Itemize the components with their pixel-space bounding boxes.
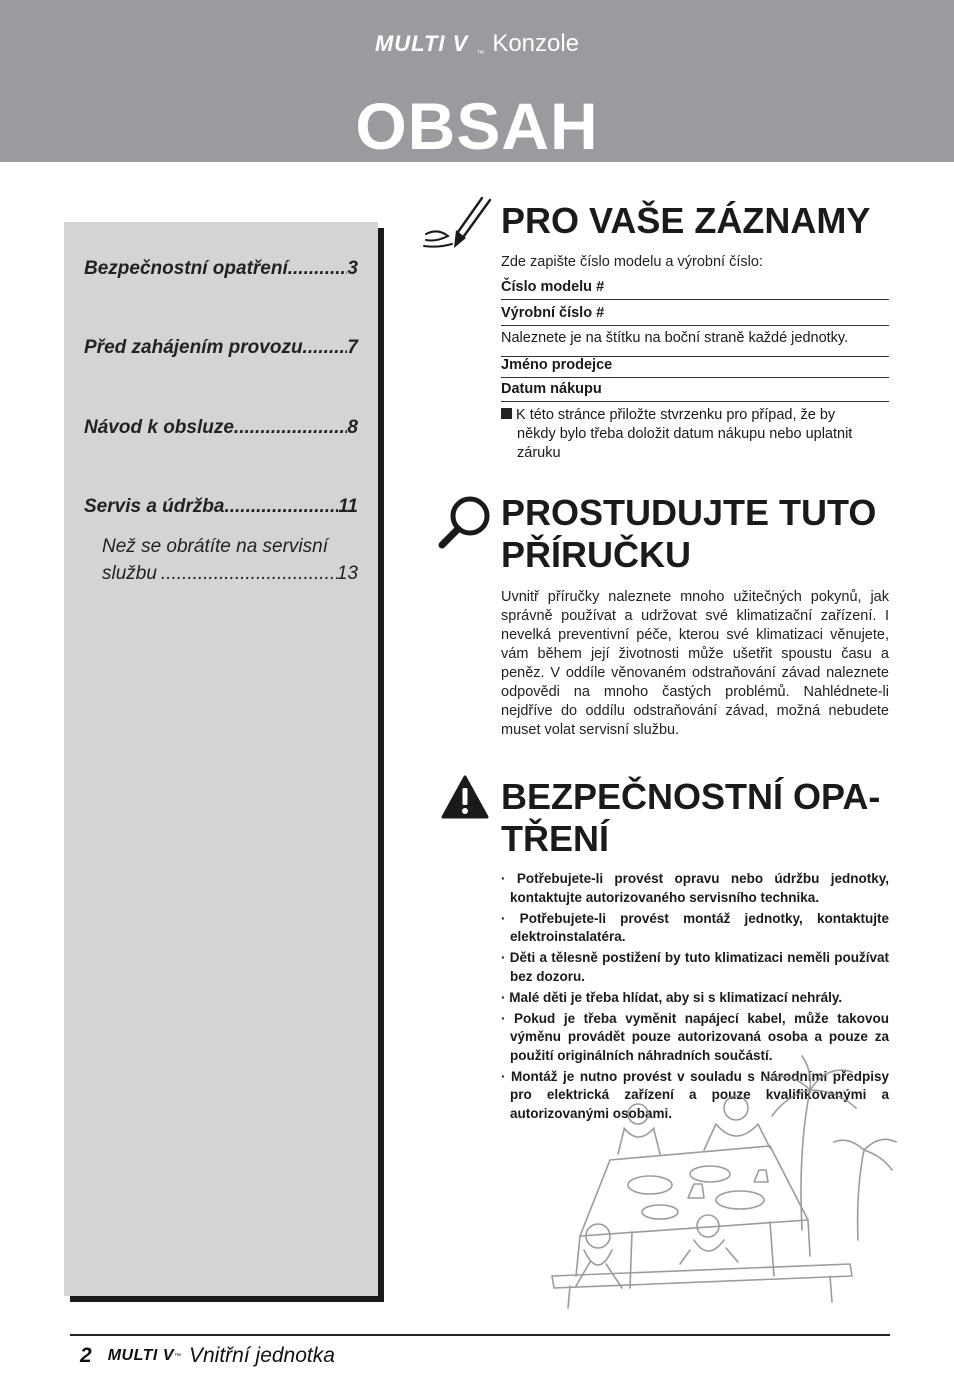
study-title-line1: PROSTUDUJTE TUTO xyxy=(501,492,877,533)
list-item: · Montáž je nutno provést v souladu s Národními předpisy pro elektrická zařízení a pouze kvalifikovanými a autorizovanými osobami. xyxy=(501,1068,889,1121)
safety-title xyxy=(501,776,891,860)
records-intro: Zde zapište číslo modelu a výrobní číslo: xyxy=(501,254,763,270)
study-paragraph: Uvnitř příručky naleznete mnoho užitečných pokynů, jak správně používat a udržovat své klimatizační zařízení. I nevelká preventivní péče, kterou své klimatizaci věnujete, vám během její životnosti může ušetřit spoustu času a peněz. V oddíle věnovaném odstraňování závad naleznete odpovědi na mnoho častých problémů. Nahlédnete-li nejdříve do oddílu odstraňování závad, možná nebudete muset volat servisní službu. xyxy=(501,589,889,738)
footer-multi-v-logo: MULTI V xyxy=(107,1347,174,1364)
toc-item-page: 11 xyxy=(338,496,358,517)
brand-suffix: Konzole xyxy=(492,30,580,57)
records-bullet-line2: někdy bylo třeba doložit datum nákupu nebo uplatnit xyxy=(517,426,853,442)
footer-rule xyxy=(70,1334,890,1336)
warning-icon xyxy=(440,774,490,820)
toc-subitem-page: 13 xyxy=(336,563,358,584)
toc-item-safety[interactable] xyxy=(84,258,358,280)
list-item: · Malé děti je třeba hlídat, aby si s klimatizací nehrály. xyxy=(501,989,843,1005)
table-of-contents xyxy=(64,222,378,1296)
safety-title-line2: TŘENÍ xyxy=(501,818,609,859)
page-footer xyxy=(80,1344,335,1368)
records-bullet xyxy=(501,406,889,463)
toc-item-label: Před zahájením provozu xyxy=(84,337,303,358)
toc-leader-dots xyxy=(157,560,337,587)
multi-v-logo: MULTI V xyxy=(374,31,469,56)
study-title xyxy=(501,492,891,576)
records-title: PRO VAŠE ZÁZNAMY xyxy=(501,200,871,241)
serial-number-label: Výrobní číslo # xyxy=(501,305,605,321)
model-number-field[interactable] xyxy=(501,279,889,300)
toc-subitem-line2: službu xyxy=(102,563,157,584)
toc-item-service[interactable] xyxy=(84,496,358,518)
toc-subitem-troubleshooting[interactable] xyxy=(102,533,358,587)
toc-item-page: 8 xyxy=(347,417,358,438)
toc-item-page: 3 xyxy=(347,258,358,279)
footer-trademark-mark: ™ xyxy=(174,1352,181,1360)
toc-leader-dots xyxy=(234,417,348,439)
model-number-label: Číslo modelu # xyxy=(501,279,605,295)
pen-icon xyxy=(420,196,496,254)
toc-leader-dots xyxy=(288,258,348,280)
records-bullet-line1: K této stránce přiložte stvrzenku pro případ, že by xyxy=(516,407,836,423)
toc-item-before-operation[interactable] xyxy=(84,337,358,359)
toc-item-label: Bezpečnostní opatření xyxy=(84,258,288,279)
footer-subtitle: Vnitřní jednotka xyxy=(189,1344,335,1367)
list-item: · Potřebujete-li provést montáž jednotky, kontaktujte elektroinstalatéra. xyxy=(501,910,889,944)
records-bullet-line3: záruku xyxy=(517,445,561,461)
dealer-name-field[interactable] xyxy=(501,356,889,378)
page-number: 2 xyxy=(80,1344,92,1367)
list-item: · Potřebujete-li provést opravu nebo údržbu jednotky, kontaktujte autorizovaného servisního technika. xyxy=(501,871,889,905)
toc-leader-dots xyxy=(303,337,348,359)
toc-subitem-line1: Než se obrátíte na servisní xyxy=(102,536,328,557)
page-header xyxy=(0,0,954,162)
list-item: · Děti a tělesně postižení by tuto klimatizaci neměli používat bez dozoru. xyxy=(501,950,889,984)
square-bullet-icon xyxy=(501,408,512,419)
page-title: OBSAH xyxy=(355,89,599,163)
trademark-mark: ™ xyxy=(476,49,485,58)
purchase-date-field[interactable] xyxy=(501,381,889,402)
toc-item-label: Návod k obsluze xyxy=(84,417,234,438)
study-title-line2: PŘÍRUČKU xyxy=(501,534,692,575)
toc-item-operation[interactable] xyxy=(84,417,358,439)
picnic-illustration xyxy=(540,1050,900,1310)
list-item: · Pokud je třeba vyměnit napájecí kabel, může takovou výměnu provádět pouze autorizovaná osoba a pouze za použití originálních náhradních součástí. xyxy=(501,1010,889,1063)
toc-leader-dots xyxy=(224,496,338,518)
serial-number-field[interactable] xyxy=(501,305,889,326)
magnifier-icon xyxy=(434,494,494,550)
toc-item-label: Servis a údržba xyxy=(84,496,225,517)
safety-title-line1: BEZPEČNOSTNÍ OPA- xyxy=(501,776,881,817)
purchase-date-label: Datum nákupu xyxy=(501,381,602,397)
dealer-name-label: Jméno prodejce xyxy=(501,357,613,373)
brand-line xyxy=(0,30,954,58)
records-note: Naleznete je na štítku na boční straně každé jednotky. xyxy=(501,330,849,346)
toc-item-page: 7 xyxy=(347,337,358,358)
